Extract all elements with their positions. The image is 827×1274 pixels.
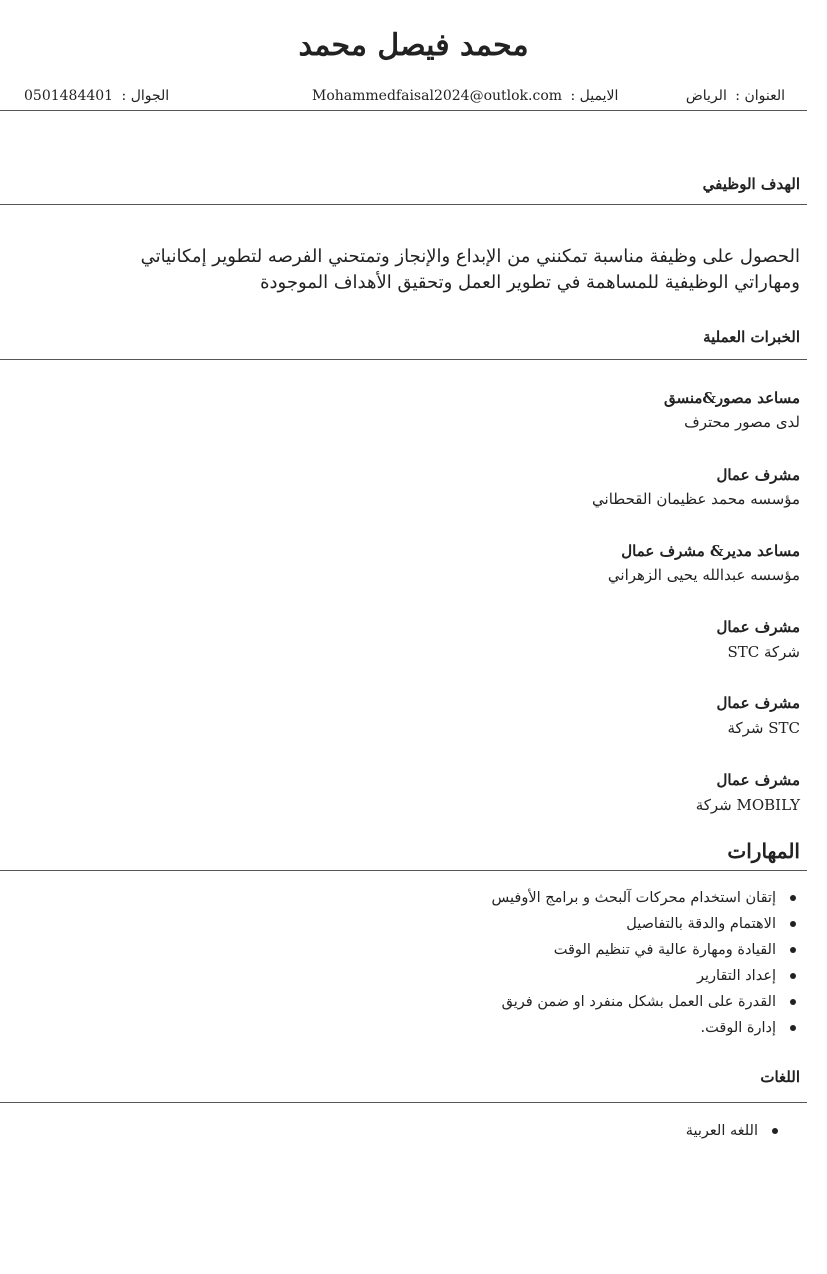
bullet-icon [790, 973, 796, 979]
job-company: مؤسسه محمد عظيمان القحطاني [592, 490, 800, 508]
list-item: اللغه العربية [686, 1118, 782, 1144]
contact-phone [24, 88, 169, 104]
list-item: الاهتمام والدقة بالتفاصيل [492, 911, 800, 937]
job-company: لدى مصور محترف [684, 413, 800, 431]
job-title: مشرف عمال [716, 466, 800, 484]
job-title: مشرف عمال [716, 771, 800, 789]
phone-value: 0501484401 [24, 88, 114, 104]
experience-divider [0, 359, 807, 360]
job-company: MOBILY شركة [695, 796, 800, 814]
list-item: القيادة ومهارة عالية في تنظيم الوقت [492, 937, 800, 963]
address-label: العنوان : [735, 88, 785, 104]
bullet-icon [790, 895, 796, 901]
email-value: Mohammedfaisal2024@outlok.com [312, 88, 563, 104]
objective-line-1: الحصول على وظيفة مناسبة تمكنني من الإبداع والإنجاز وتمتحني الفرصه لتطوير إمكانياتي [140, 246, 800, 267]
address-value: الرياض [685, 88, 727, 104]
job-company: شركة STC [727, 643, 800, 661]
job-title: مساعد مدير& مشرف عمال [621, 542, 800, 560]
header-divider [0, 110, 807, 111]
experience-heading: الخبرات العملية [703, 328, 800, 346]
list-item: إتقان استخدام محركات آلبحث و برامج الأوفيس [492, 885, 800, 911]
languages-heading: اللغات [760, 1068, 800, 1086]
job-company: STC شركة [727, 719, 800, 737]
job-title: مساعد مصور&منسق [663, 389, 800, 407]
job-company: مؤسسه عبدالله يحيى الزهراني [607, 566, 800, 584]
job-title: مشرف عمال [716, 694, 800, 712]
contact-email [312, 88, 618, 104]
job-title: مشرف عمال [716, 618, 800, 636]
list-item: إعداد التقارير [492, 963, 800, 989]
skills-divider [0, 870, 807, 871]
bullet-icon [790, 1025, 796, 1031]
list-item: القدرة على العمل بشكل منفرد او ضمن فريق [492, 989, 800, 1015]
resume-name: محمد فيصل محمد [298, 28, 529, 63]
bullet-icon [790, 947, 796, 953]
contact-address [686, 88, 785, 104]
objective-divider [0, 204, 807, 205]
objective-line-2: ومهاراتي الوظيفية للمساهمة في تطوير العمل وتحقيق الأهداف الموجودة [260, 272, 800, 293]
skills-heading: المهارات [727, 839, 800, 863]
languages-divider [0, 1102, 807, 1103]
objective-heading: الهدف الوظيفي [702, 175, 800, 193]
list-item: إدارة الوقت. [492, 1015, 800, 1041]
skills-list [492, 885, 800, 1041]
phone-label: الجوال : [121, 88, 170, 104]
bullet-icon [790, 999, 796, 1005]
email-label: الايميل : [570, 88, 619, 104]
languages-list [686, 1118, 782, 1144]
bullet-icon [772, 1128, 778, 1134]
bullet-icon [790, 921, 796, 927]
